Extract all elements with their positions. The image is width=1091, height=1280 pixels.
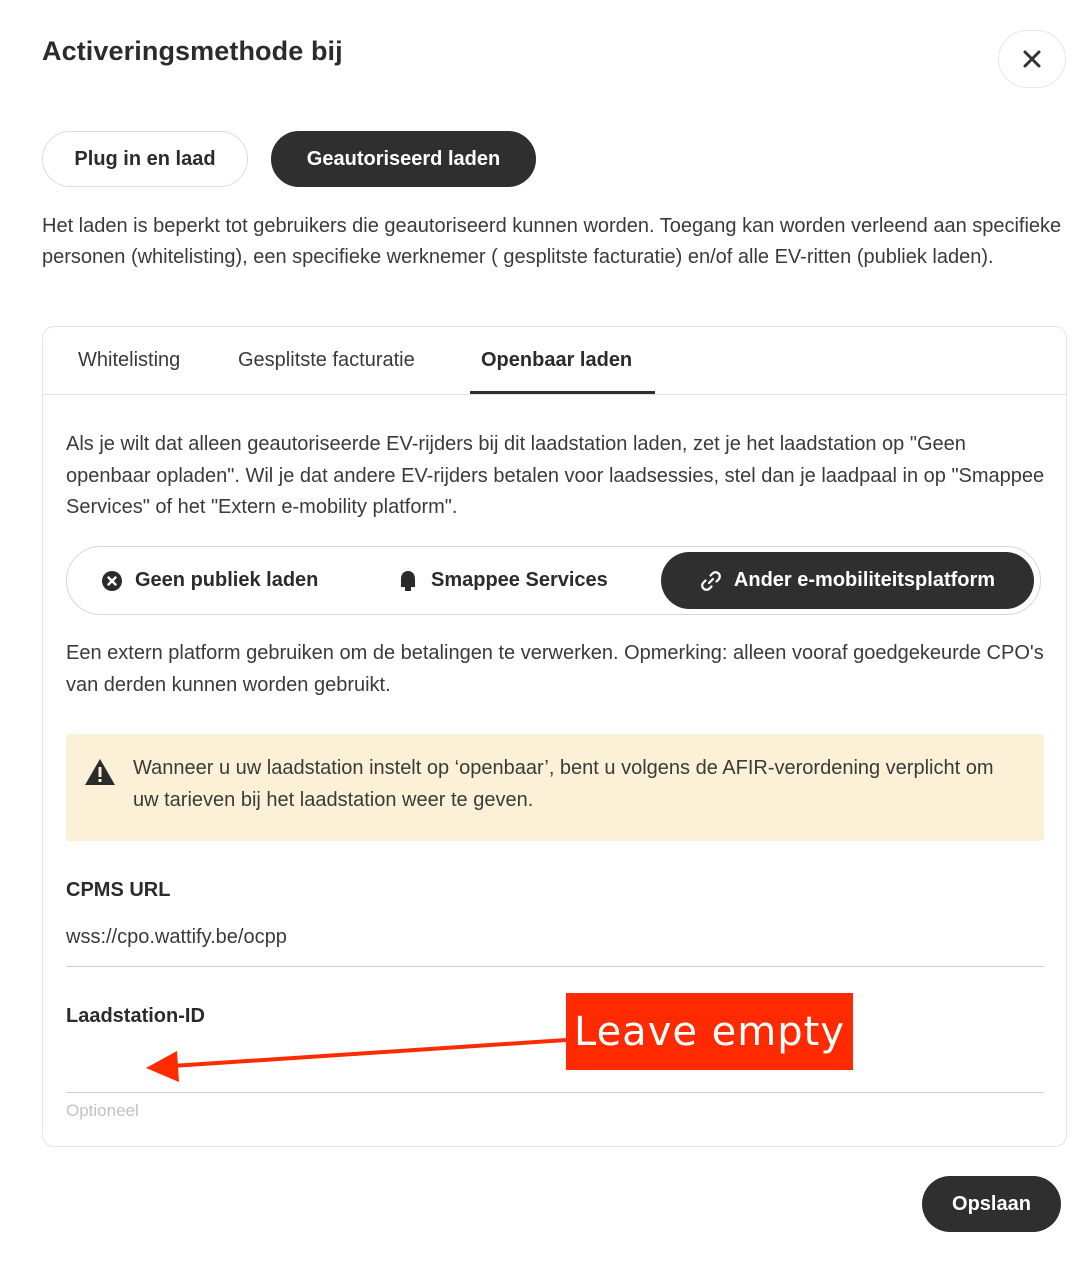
- save-button[interactable]: Opslaan: [922, 1176, 1061, 1232]
- station-id-label: Laadstation-ID: [66, 1005, 205, 1027]
- intro-text: Het laden is beperkt tot gebruikers die geautoriseerd kunnen worden. Toegang kan worden verleend aan specifieke personen (whitelisting), een specifieke werknemer ( gesplitste facturatie) en/of alle EV-ritten (publiek laden).: [42, 215, 1062, 268]
- station-id-field[interactable]: [66, 1043, 1044, 1093]
- tab-public-charging[interactable]: Openbaar laden: [481, 349, 633, 371]
- option-description: Een extern platform gebruiken om de betalingen te verwerken. Opmerking: alleen vooraf goedgekeurde CPO's van derden kunnen worden gebruikt.: [66, 642, 1044, 696]
- plug-and-charge-button[interactable]: Plug in en laad: [42, 131, 248, 187]
- option-label: Smappee Services: [431, 569, 608, 591]
- tab-bar: [43, 327, 1066, 395]
- station-id-helper: Optioneel: [66, 1101, 139, 1120]
- cpms-url-field[interactable]: [66, 922, 1044, 967]
- tab-split-billing[interactable]: Gesplitste facturatie: [238, 349, 415, 371]
- option-label: Ander e-mobiliteitsplatform: [733, 569, 996, 591]
- active-tab-indicator: [470, 391, 655, 394]
- close-button[interactable]: [998, 30, 1066, 88]
- x-circle-icon: [101, 570, 123, 592]
- public-charging-options: [66, 546, 1041, 615]
- tab-panel: [42, 326, 1067, 1147]
- smappee-icon: [397, 570, 419, 592]
- annotation-text: Leave empty: [573, 1008, 846, 1055]
- option-no-public-charging[interactable]: [101, 552, 318, 609]
- close-icon: [1022, 49, 1042, 69]
- authorized-charging-button[interactable]: Geautoriseerd laden: [271, 131, 536, 187]
- link-icon: [700, 570, 722, 592]
- dialog-title: Activeringsmethode bij: [42, 36, 343, 66]
- cpms-url-label: CPMS URL: [66, 879, 171, 901]
- warning-icon: [84, 758, 116, 786]
- annotation-label: [566, 993, 853, 1070]
- option-smappee-services[interactable]: [397, 552, 608, 609]
- tab-whitelisting[interactable]: Whitelisting: [78, 349, 181, 371]
- cpms-url-input[interactable]: [66, 922, 1044, 949]
- afir-warning-banner: [66, 734, 1044, 841]
- public-charging-description: Als je wilt dat alleen geautoriseerde EV-rijders bij dit laadstation laden, zet je het laadstation op "Geen openbaar opladen". Wil je dat andere EV-rijders betalen voor laadsessies, stel dan je laadpaal in op "Smappee Services" of het "Extern e-mobility platform".: [66, 433, 1045, 518]
- option-label: Geen publiek laden: [135, 569, 319, 591]
- warning-text: Wanneer u uw laadstation instelt op ‘openbaar’, bent u volgens de AFIR-verordening verplicht om uw tarieven bij het laadstation weer te geven.: [133, 757, 994, 811]
- option-other-emobility-platform[interactable]: [661, 552, 1034, 609]
- station-id-input[interactable]: [66, 1043, 1044, 1070]
